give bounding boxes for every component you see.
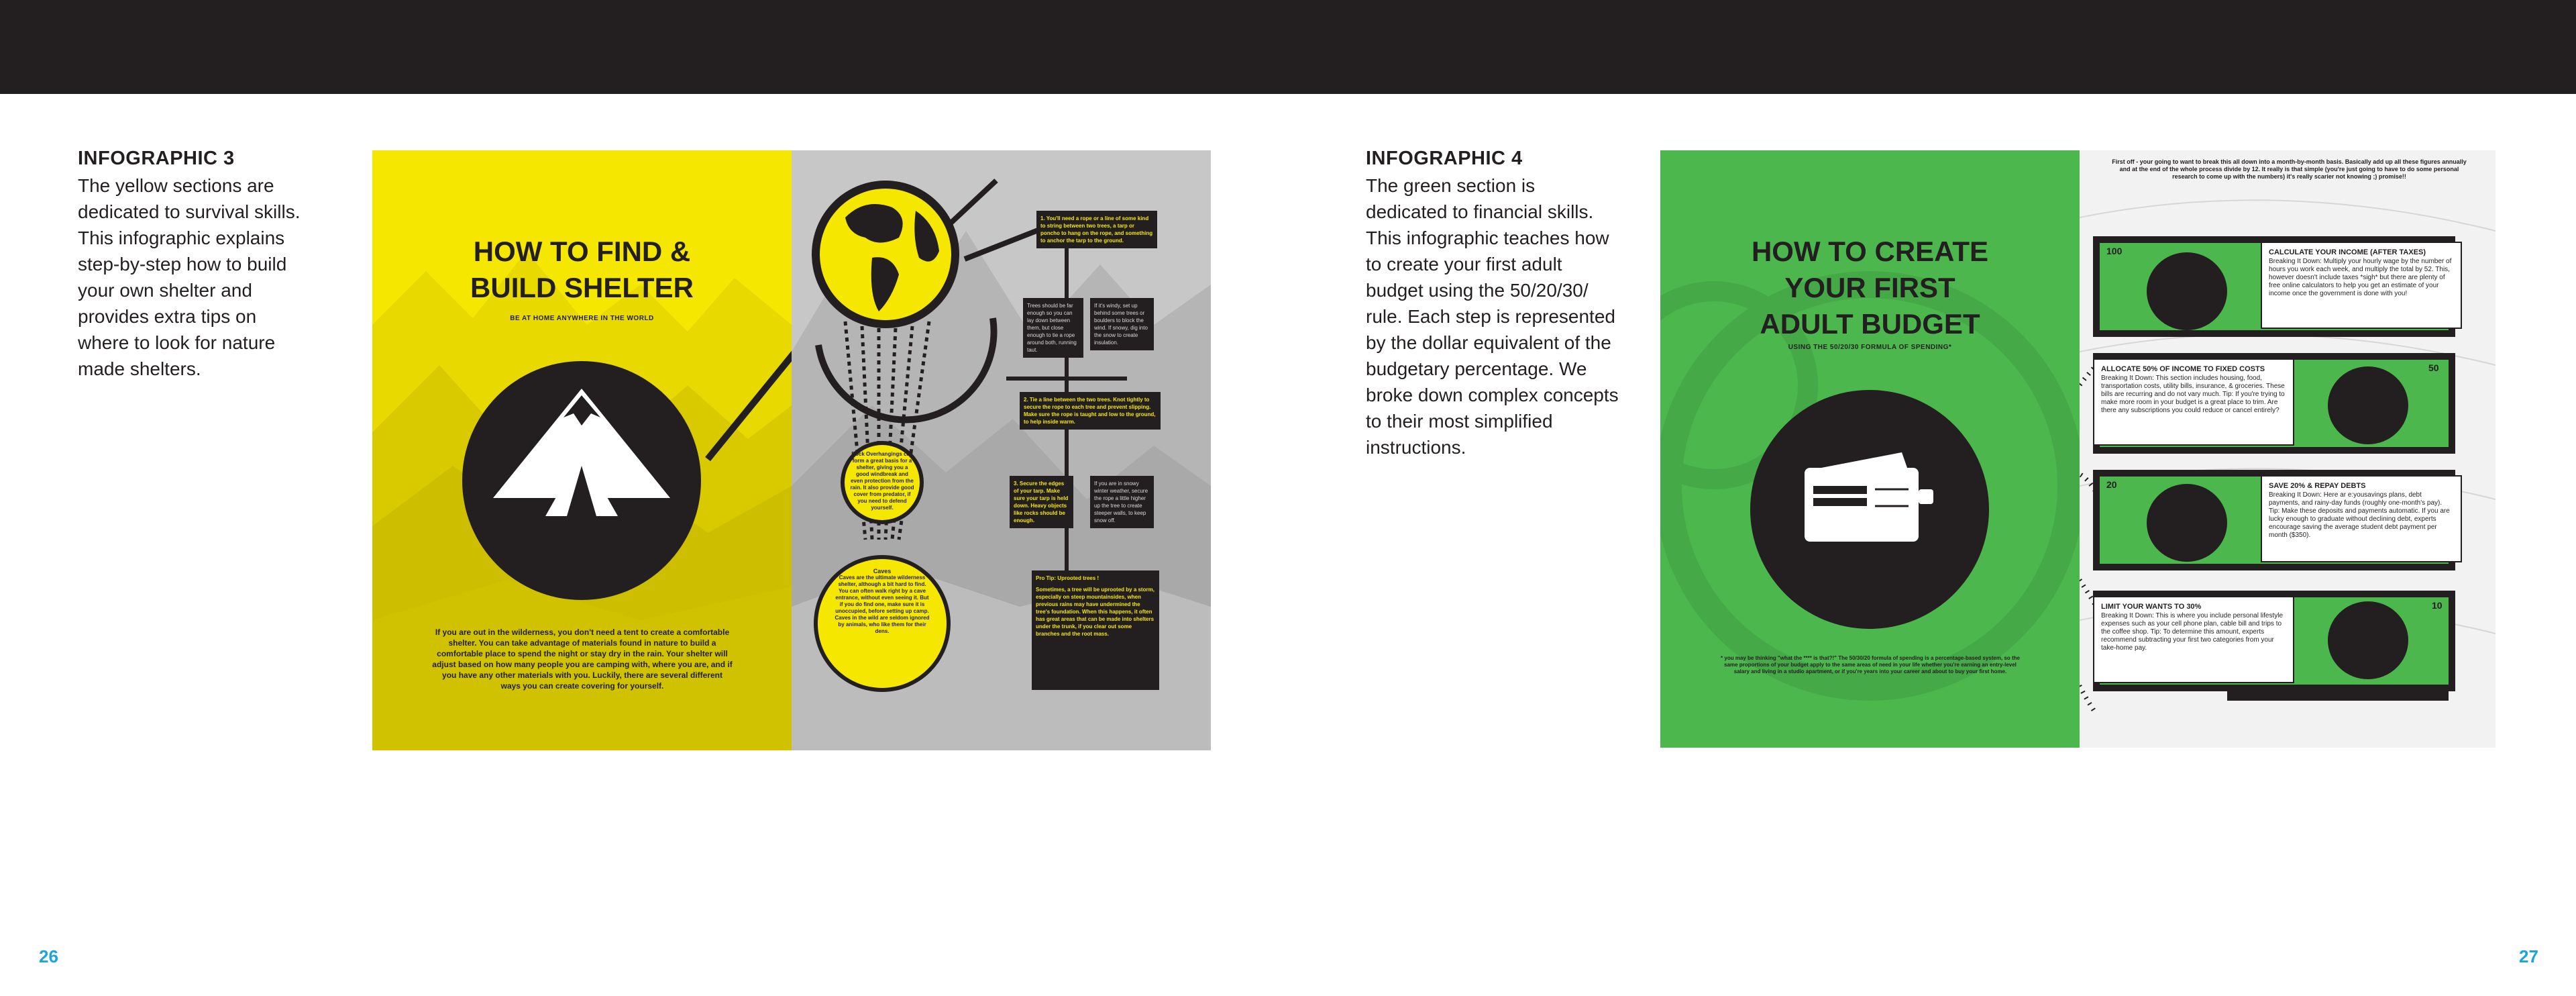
- budget-step-2-text: Breaking It Down: This section includes housing, food, transportation costs, utility bills, insurance, & groceries. These bills are recurring and do not vary much. Tip: If you're trying to make more room in your budget is a great place to trim. Are there any subscriptions you could reduce or cancel entirely?: [2101, 375, 2285, 414]
- infographic3-image: [372, 150, 1211, 750]
- page-number-right: 27: [2519, 946, 2538, 966]
- infographic3-description-block: [78, 148, 313, 382]
- infographic4-image: [1660, 150, 2496, 748]
- budget-step-3-text: Breaking It Down: Here ar e:yousavings plans, debt payments, and rainy-day funds (roughly one-month's pay). Tip: Make these deposits and payments automatic. If you are lucky enough to graduate without declining debt, experts encourage saving the average student debt payment per month ($350).: [2269, 491, 2450, 539]
- infographic3-subtitle: BE AT HOME ANYWHERE IN THE WORLD: [510, 315, 654, 322]
- infographic3-body: If you are out in the wilderness, you don't need a tent to create a comfortable shelter. You can take advantage of materials found in nature to build a comfortable place to spend the night or stay dry in the rain. Your shelter will adjust based on how many people you are camping with, where you are, and if you have any other materials with you. Luckily, there are several different ways you can create covering for yourself.: [432, 628, 733, 691]
- budget-step-1: [2261, 242, 2462, 329]
- budget-step-4-text: Breaking It Down: This is where you include personal lifestyle expenses such as your cell phone plan, cable bill and trips to the coffee shop. Tip: To determine this amount, experts recommend subtracting your first two categories from your take-home pay.: [2101, 612, 2284, 652]
- infographic3-title-line2: BUILD SHELTER: [470, 272, 694, 303]
- grey-half: [792, 150, 1211, 750]
- step3-box: 3. Secure the edges of your tarp. Make sure your tarp is held down. Heavy objects like rocks should be enough.: [1010, 476, 1073, 528]
- budget-step-1-title: CALCULATE YOUR INCOME (AFTER TAXES): [2269, 248, 2426, 256]
- infographic4-description-block: [1366, 148, 1621, 460]
- infographic4-heading: INFOGRAPHIC 4: [1366, 148, 1523, 169]
- budget-step-3-title: SAVE 20% & REPAY DEBTS: [2269, 482, 2366, 490]
- caves-text: Caves are the ultimate wilderness shelter, although a bit hard to find. You can often walk right by a cave entrance, without even seeing it. But if you do find one, make sure it is unoccupied, before setting up camp. Caves in the wild are seldom ignored by animals, who like them for their dens.: [835, 575, 930, 634]
- green-half: [1660, 150, 2080, 748]
- infographic3-title-line1: HOW TO FIND &: [473, 236, 691, 267]
- infographic4-footnote: * you may be thinking "what the **** is that?!" The 50/30/20 formula of spending is a percentage-based system, so the same proportions of your budget apply to the same areas of need in your life whether you're earning an entry-level salary and living in a studio apartment, or if you're years into your career and about to buy your first home.: [1721, 655, 2020, 675]
- white-half: [2080, 150, 2496, 748]
- step2-box: 2. Tie a line between the two trees. Knot tightly to secure the rope to each tree and prevent slipping. Make sure the rope is taught and low to the ground, to help inside warm.: [1020, 392, 1161, 430]
- bill-4-denomination: 10: [2432, 600, 2443, 611]
- bill-2-denomination: 50: [2428, 362, 2439, 373]
- budget-step-2: [2093, 358, 2294, 446]
- budget-step-3: [2261, 475, 2462, 562]
- infographic3-heading: INFOGRAPHIC 3: [78, 148, 235, 169]
- infographic4-title-line2: YOUR FIRST: [1784, 272, 1955, 303]
- budget-step-2-title: ALLOCATE 50% OF INCOME TO FIXED COSTS: [2101, 365, 2265, 373]
- tip-snowy-box: If you are in snowy winter weather, secure the rope a little higher up the tree to create steeper walls, to keep snow off.: [1090, 476, 1154, 528]
- bill-3-denomination: 20: [2106, 479, 2117, 490]
- pro-tip-text: Sometimes, a tree will be uprooted by a storm, especially on steep mountainsides, when previous rains may have undermined the tree's foundation. When this happens, it often has great areas that can be made into shelters under the trunk, if you clear out some branches and the root mass.: [1036, 587, 1155, 637]
- infographic4-title-line1: HOW TO CREATE: [1751, 236, 1989, 267]
- infographic4-subtitle: USING THE 50/20/30 FORMULA OF SPENDING*: [1788, 344, 1952, 351]
- caves-title: Caves: [873, 568, 892, 575]
- tip-windy-box: If it's windy, set up behind some trees or boulders to block the wind. If snowy, dig into the snow to create insulation.: [1090, 298, 1154, 350]
- pro-tip-title: Pro Tip: Uprooted trees !: [1036, 575, 1099, 581]
- infographic3-description: The yellow sections are dedicated to survival skills. This infographic explains step-by-step how to build your own shelter and provides extra tips on where to look for nature made shelters.: [78, 175, 301, 379]
- pro-tip-box: [1032, 570, 1159, 690]
- infographic4-title-line3: ADULT BUDGET: [1760, 308, 1980, 340]
- page-number-left: 26: [39, 946, 58, 966]
- rock-overhangs-text: Rock Overhangings can form a great basis for a shelter, giving you a good windbreak and even protection from the rain. It also provide good cover from predator, if you need to defend yourself.: [850, 451, 914, 511]
- tip-trees-box: Trees should be far enough so you can lay down between them, but close enough to tie a rope around both, running taut.: [1023, 298, 1083, 358]
- budget-step-4: [2093, 596, 2294, 683]
- budget-step-4-title: LIMIT YOUR WANTS TO 30%: [2101, 603, 2202, 611]
- caves-block: [833, 568, 931, 635]
- infographic4-intro: First off - your going to want to break this all down into a month-by-month basis. Basically add up all these figures annually and at the end of the whole process divide by 12. It really is that simple (you're just going to have to do some personal research to come up with the numbers) it's really scarier not knowing ;) promise!!: [2112, 158, 2467, 180]
- infographic4-description: The green section is dedicated to financial skills. This infographic teaches how to create your first adult budget using the 50/20/30/ rule. Each step is represented by the dollar equivalent of the budgetary percentage. We broke down complex concepts to their most simplified instructions.: [1366, 175, 1619, 458]
- top-bar: [0, 0, 2576, 94]
- bill-1-denomination: 100: [2106, 246, 2123, 256]
- yellow-half: [372, 150, 792, 750]
- budget-step-1-text: Breaking It Down: Multiply your hourly wage by the number of hours you work each week, and multiply the total by 52. This, however doesn't include taxes *sigh* but there are plenty of free online calculators to help you get an estimate of your income once the government is done with you!: [2269, 258, 2452, 297]
- step1-box: 1. You'll need a rope or a line of some kind to string between two trees, a tarp or poncho to hang on the rope, and something to anchor the tarp to the ground.: [1036, 211, 1157, 248]
